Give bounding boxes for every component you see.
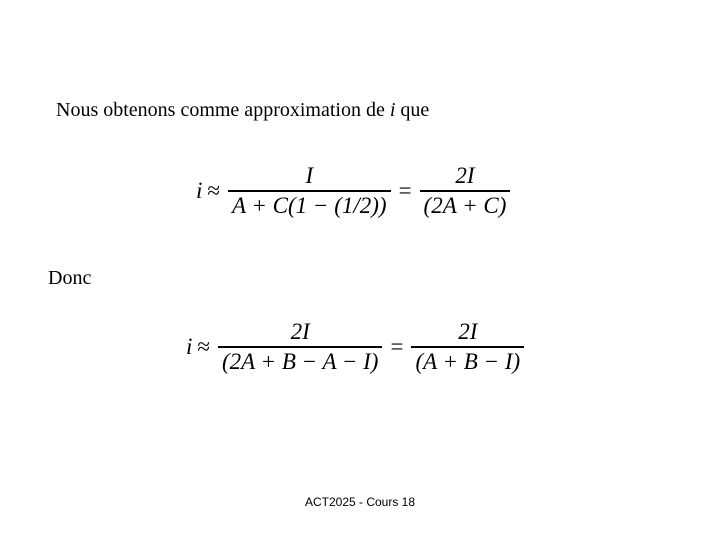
eq2-lhs: i	[186, 333, 193, 359]
eq2-fraction-2	[411, 319, 524, 375]
eq2-frac1-denominator: (2A + B − A − I)	[222, 348, 379, 374]
eq1-lhs: i	[196, 177, 203, 203]
eq2-fraction-1	[218, 319, 382, 375]
approximation-equation-2	[186, 319, 527, 375]
eq2-approx-sign: ≈	[197, 333, 211, 359]
eq1-fraction-2	[420, 163, 511, 219]
eq2-frac1-numerator: 2I	[290, 319, 310, 344]
eq1-frac2-numerator: 2I	[455, 163, 475, 188]
intro-text-before: Nous obtenons comme approximation de	[56, 99, 390, 121]
intro-variable-i: i	[389, 99, 396, 121]
eq2-frac2-numerator: 2I	[458, 319, 478, 344]
eq1-equals-sign: =	[398, 177, 412, 203]
eq1-frac1-numerator: I	[305, 163, 314, 188]
donc-label: Donc	[48, 267, 92, 289]
intro-text-after: que	[395, 99, 430, 121]
intro-sentence	[56, 98, 429, 122]
eq2-frac2-denominator: (A + B − I)	[415, 348, 521, 374]
eq1-fraction-1	[228, 163, 391, 219]
slide-footer: ACT2025 - Cours 18	[304, 495, 416, 509]
approximation-equation-1	[196, 163, 513, 219]
eq1-frac1-denominator: A + C(1 − (1/2))	[232, 192, 387, 218]
eq1-approx-sign: ≈	[207, 177, 221, 203]
eq2-equals-sign: =	[390, 333, 404, 359]
eq1-frac2-denominator: (2A + C)	[423, 192, 507, 218]
